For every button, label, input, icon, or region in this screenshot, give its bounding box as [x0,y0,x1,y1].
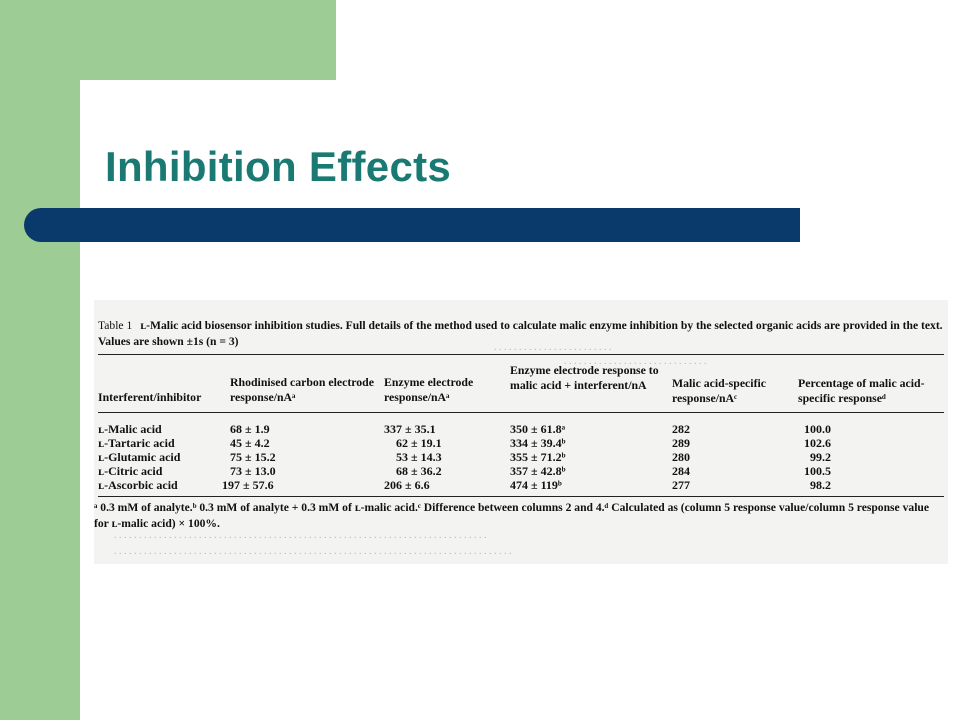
row-cell: 99.2 [810,450,831,464]
table-caption [98,318,944,350]
table-header-rule [98,412,944,413]
left-accent-band [0,0,80,720]
header-interferent: Interferent/inhibitor [98,390,202,404]
header-malic-plus-interferent: Enzyme electrode response to malic acid + interferent/nA [510,363,659,392]
row-cell: 357 ± 42.8ᵇ [510,464,566,478]
row-cell: 334 ± 39.4ᵇ [510,436,566,450]
header-percentage: Percentage of malic acid-specific responseᵈ [798,376,925,405]
row-cell: 98.2 [810,478,831,492]
table-top-rule [98,354,944,355]
table-label: Table 1 [98,319,133,332]
header-enzyme-electrode: Enzyme electrode response/nAᵃ [384,375,474,404]
row-cell: 282 [672,422,690,436]
row-cell: 277 [672,478,690,492]
table-footnote: ᵃ 0.3 mM of analyte.ᵇ 0.3 mM of analyte + 0.3 mM of ʟ-malic acid.ᶜ Difference between columns 2 and 4.ᵈ Calculated as (column 5 response value/column 5 response value for ʟ-malic acid) × 100%. [94,501,930,530]
row-cell: 68 ± 1.9 [230,422,270,436]
row-cell: 100.5 [804,464,831,478]
row-cell: 102.6 [804,436,831,450]
row-name: ʟ-Malic acid [98,422,162,436]
row-cell: 474 ± 119ᵇ [510,478,562,492]
table-caption-text: ʟ-Malic acid biosensor inhibition studies. Full details of the method used to calculate malic enzyme inhibition by the selected organic acids are provided in the text. Values are shown ±1s (n = 3) [98,319,943,348]
title-underline-bar [24,208,800,242]
row-cell: 62 ± 19.1 [396,436,442,450]
row-cell: 100.0 [804,422,831,436]
row-cell: 289 [672,436,690,450]
row-name: ʟ-Ascorbic acid [98,478,178,492]
accent-corner-curve [80,80,140,140]
header-malic-specific: Malic acid-specific response/nAᶜ [672,376,767,405]
row-cell: 337 ± 35.1 [384,422,436,436]
scanned-table-image: . . . . . . . . . . . . . . . . . . . . . . . . . . . . . . . . . . . . . . . . . . . . . . . . . . . . . . . . . . . . . . . . . . . . . . . . . . . . . . . . . . . . . . . . . . . . . . . . . . . . . . . . . . . . . . . . . . . . . . . . . . . . . . . . . . . . . . . . . . . . . . . . . . . . . . . . . . . . . . . . . . . . . . . . . . . . . . . . . . . . . . . . . . . . . . . . . . . . . . . . . . . . . . . . Table 1 ʟ-Malic acid biosensor inhibition studies. Full details of the method used to calculate malic enzyme inhibition by the selected organic acids are provided in the text. Values are shown ±1s (n = 3) Interferent/inhibitor Rhodinised carbon electrode response/nAᵃ Enzyme electrode response/nAᵃ Enzyme electrode response to malic acid + interferent/nA Malic acid-specific response/nAᶜ Percentage of malic acid-specific responseᵈ ʟ-Malic acid 68 ± 1.9 337 ± 35.1 350 ± 61.8ᵃ 282 100.0 ʟ-Tartaric acid 45 ± 4.2 62 ± 19.1 334 ± 39.4ᵇ 289 102.6 ʟ-Glutamic acid 75 ± 15.2 53 ± 14.3 355 ± 71.2ᵇ 280 99.2 ʟ-Citric acid 73 ± 13.0 68 ± 36.2 357 ± 42.8ᵇ 284 100.5 ʟ-Ascorbic acid 197 ± 57.6 206 ± 6.6 474 ± 119ᵇ 277 98.2 ᵃ 0.3 mM of analyte.ᵇ 0.3 mM of analyte + 0.3 mM of ʟ-malic acid.ᶜ Difference between columns 2 and 4.ᵈ Calculated as (column 5 response value/column 5 response value for ʟ-malic acid) × 100%. [94,300,948,564]
row-cell: 197 ± 57.6 [222,478,274,492]
table-bottom-rule [98,496,944,497]
row-cell: 73 ± 13.0 [230,464,276,478]
slide-title: Inhibition Effects [105,143,452,190]
top-accent-band [0,0,336,80]
row-cell: 206 ± 6.6 [384,478,430,492]
row-cell: 45 ± 4.2 [230,436,270,450]
row-name: ʟ-Glutamic acid [98,450,181,464]
row-name: ʟ-Tartaric acid [98,436,175,450]
row-cell: 68 ± 36.2 [396,464,442,478]
row-cell: 280 [672,450,690,464]
row-cell: 75 ± 15.2 [230,450,276,464]
row-name: ʟ-Citric acid [98,464,163,478]
row-cell: 53 ± 14.3 [396,450,442,464]
row-cell: 355 ± 71.2ᵇ [510,450,566,464]
row-cell: 350 ± 61.8ᵃ [510,422,566,436]
header-rhodinised: Rhodinised carbon electrode response/nAᵃ [230,375,374,404]
row-cell: 284 [672,464,690,478]
